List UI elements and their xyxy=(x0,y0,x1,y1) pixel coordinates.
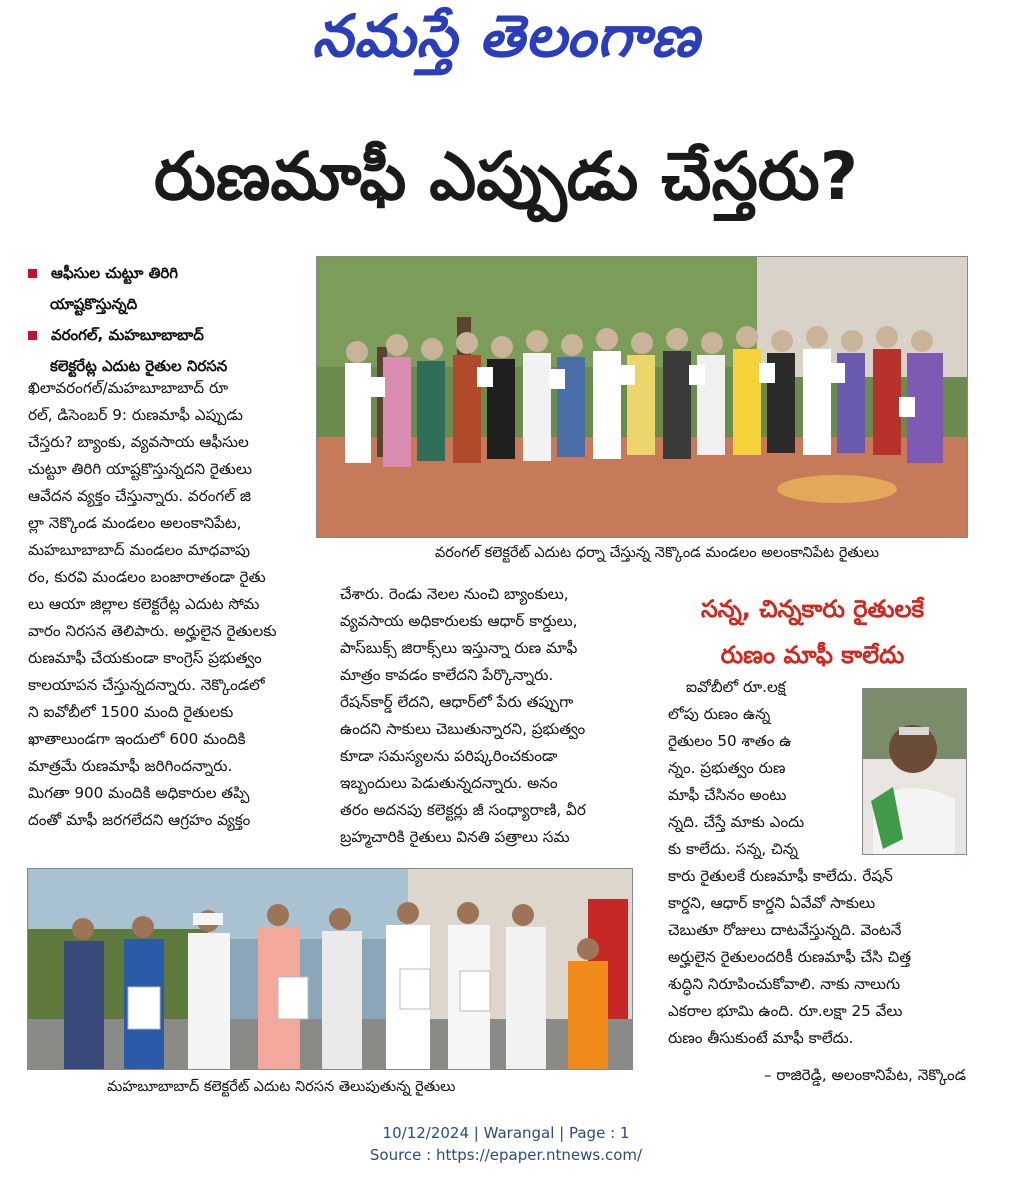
article-line: ఉందని సాకులు చెబుతున్నారని, ప్రభుత్వం xyxy=(340,720,586,738)
bullet-text: ఆఫీసుల చుట్టూ తిరిగి xyxy=(51,264,178,282)
masthead-logo: నమస్తే తెలంగాణ xyxy=(312,2,700,70)
bullet-text-cont: కలెక్టరేట్ల ఎదుట రైతుల నిరసన xyxy=(50,357,228,375)
article-line: చేస్తరు? బ్యాంకు, వ్యవసాయ ఆఫీసుల xyxy=(28,433,249,451)
sidebar-attribution xyxy=(668,1062,966,1089)
article-line: ఖాతాలుండగా ఇందులో 600 మందికి xyxy=(28,730,246,748)
bullet-item xyxy=(28,258,318,289)
portrait-illustration xyxy=(863,689,966,854)
sidebar-line: ఎకరాల భూమి ఉంది. రూ.లక్షా 25 వేలు xyxy=(668,1002,903,1020)
article-column-2 xyxy=(340,581,635,851)
sidebar-narrow-text xyxy=(668,674,853,863)
bullet-text-cont: యాష్టకొస్తున్నది xyxy=(50,295,138,313)
footer-date-edition: 10/12/2024 | Warangal | Page : 1 xyxy=(382,1124,630,1142)
article-line: ల్లా నెక్కొండ మండలం అలంకానిపేట, xyxy=(28,514,242,532)
article-line: వ్యవసాయ అధికారులకు ఆధార్ కార్డులు, xyxy=(340,612,578,630)
article-line: మహబూబాబాద్ మండలం మాధవాపు xyxy=(28,541,250,559)
sidebar-line: లోపు రుణం ఉన్న xyxy=(668,705,771,723)
bullet-square-icon xyxy=(28,331,37,340)
bullet-square-icon xyxy=(28,269,37,278)
sidebar-line: మాఫీ చేసినం అంటు xyxy=(668,786,787,804)
photo-mahabubabad-protest xyxy=(27,868,633,1070)
article-line: బ్రహ్మచారికి రైతులు వినతి పత్రాలు సమ xyxy=(340,828,570,846)
article-line: ఆవేదన వ్యక్తం చేస్తున్నారు. వరంగల్ జి xyxy=(28,487,251,505)
article-line: మిగతా 900 మందికి అధికారుల తప్పి xyxy=(28,784,250,802)
portrait-rajireddy xyxy=(862,688,967,855)
bullet-list xyxy=(28,258,318,382)
article-line: ని ఐవోబీలో 1500 మంది రైతులకు xyxy=(28,703,234,721)
sidebar-line: ఐవోబీలో రూ.లక్ష xyxy=(686,678,786,696)
article-line: వారం నిరసన తెలిపారు. అర్హులైన రైతులకు xyxy=(28,622,277,640)
article-line: ఇబ్బందులు పెడుతున్నదన్నారు. అనం xyxy=(340,774,558,792)
article-line: రల్, డిసెంబర్ 9: రుణమాఫీ ఎప్పుడు xyxy=(28,406,243,424)
attribution-text: – రాజిరెడ్డి, అలంకానిపేట, నెక్కొండ xyxy=(763,1066,966,1084)
article-line: ఖిలావరంగల్/మహబూబాబాద్ రూ xyxy=(28,379,229,397)
sidebar-line: కార్డని, ఆధార్ కార్డని ఏవేవో సాకులు xyxy=(668,894,876,912)
headline: రుణమాఫీ ఎప్పుడు చేస్తరు? xyxy=(153,138,859,215)
photo2-caption: మహబూబాబాద్ కలెక్టరేట్ ఎదుట నిరసన తెలుపుతున్న రైతులు xyxy=(107,1079,456,1095)
article-line: చుట్టూ తిరిగి యాష్టకొస్తున్నదని రైతులు xyxy=(28,460,252,478)
bullet-item xyxy=(28,320,318,351)
sidebar-line: రుణం తీసుకుంటే మాఫీ కాలేదు. xyxy=(668,1029,854,1047)
protest-photo-illustration xyxy=(28,869,632,1069)
article-line: కూడా సమస్యలను పరిష్కరించకుండా xyxy=(340,747,558,765)
sidebar-line: అర్హులైన రైతులందరికీ రుణమాఫీ చేసి చిత్త xyxy=(668,948,912,966)
article-line: చేశారు. రెండు నెలల నుంచి బ్యాంకులు, xyxy=(340,585,569,603)
article-line: మాత్రం కావడం కాలేదని పేర్కొన్నారు. xyxy=(340,666,554,684)
article-line: కాలయాపన చేస్తున్నదన్నారు. నెక్కొండలో xyxy=(28,676,265,694)
article-line: రుణమాఫీ చేయకుండా కాంగ్రెస్ ప్రభుత్వం xyxy=(28,649,262,667)
article-line: లు ఆయా జిల్లాల కలెక్టరేట్ల ఎదుట సోమ xyxy=(28,595,260,613)
sidebar-line: చెబుతూ రోజులు దాటవేస్తున్నది. వెంటనే xyxy=(668,921,902,939)
sidebar-line: న్నం. ప్రభుత్వం రుణ xyxy=(668,759,786,777)
photo-warangal-protest xyxy=(316,256,968,538)
article-line: పాస్‌బుక్స్ జిరాక్స్‌లు ఇస్తున్నా రుణ మాఫీ xyxy=(340,639,578,657)
article-line: దంతో మాఫీ జరగలేదని ఆగ్రహం వ్యక్తం xyxy=(28,811,251,829)
sidebar-line: శుద్ధిని నిరూపించుకోవాలి. నాకు నాలుగు xyxy=(668,975,901,993)
sidebar-line: న్నది. చేస్తే మాకు ఎందు xyxy=(668,813,805,831)
sidebar-line: రైతులం 50 శాతం ఉ xyxy=(668,732,792,750)
article-line: రం, కురవి మండలం బంజారాతండా రైతు xyxy=(28,568,266,586)
protest-photo-illustration xyxy=(317,257,967,537)
sidebar-subhead-line2: రుణం మాఫీ కాలేదు xyxy=(720,641,905,669)
sidebar-line: కు కాలేదు. సన్న, చిన్న xyxy=(668,840,798,858)
sidebar-line: కారు రైతులకే రుణమాఫీ కాలేదు. రేషన్ xyxy=(668,867,893,885)
bullet-text: వరంగల్, మహబూబాబాద్ xyxy=(51,326,204,344)
footer-source: Source : https://epaper.ntnews.com/ xyxy=(369,1146,643,1164)
sidebar-box xyxy=(655,586,970,678)
article-line: మాత్రమే రుణమాఫీ జరిగిందన్నారు. xyxy=(28,757,233,775)
sidebar-wide-text xyxy=(668,863,966,1052)
sidebar-subhead-line1: సన్న, చిన్నకారు రైతులకే xyxy=(700,595,925,623)
article-line: రేషన్‌కార్డ్ లేదని, ఆధార్‌లో పేరు తప్పుగా xyxy=(340,693,574,711)
article-column-1 xyxy=(28,375,318,834)
photo1-caption: వరంగల్ కలెక్టరేట్ ఎదుట ధర్నా చేస్తున్న నెక్కొండ మండలం అలంకానిపేట రైతులు xyxy=(434,545,880,561)
article-line: తరం అదనపు కలెక్టర్లు జీ సంధ్యారాణి, వీర xyxy=(340,801,586,819)
